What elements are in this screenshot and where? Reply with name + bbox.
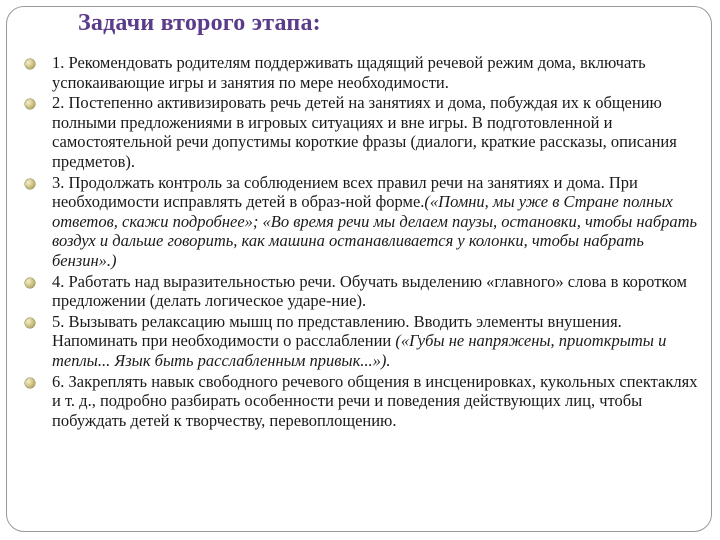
bullet-marker-icon: [25, 378, 35, 388]
bullet-text: 6. Закреплять навык свободного речевого общения в инсценировках, кукольных спектаклях и т. д., подробно разбирать особенности речи и поведения действующих лиц, чтобы побуждать детей к творчеству, перевоплощению.: [52, 371, 698, 430]
slide-title: Задачи второго этапа:: [78, 10, 321, 36]
bullet-marker-icon: [25, 59, 35, 69]
bullet-item: [20, 272, 704, 311]
bullet-marker-icon: [25, 99, 35, 109]
bullet-item: [20, 53, 704, 92]
bullet-item: [20, 173, 704, 271]
bullet-text: 4. Работать над выразительностью речи. Обучать выделению «главного» слова в коротком предложении (делать логическое ударе-ние).: [52, 271, 687, 311]
bullet-item: [20, 372, 704, 431]
bullet-item: [20, 312, 704, 371]
bullet-text: 5. Вызывать релаксацию мышц по представлению. Вводить элементы внушения. Напоминать при необходимости о расслаблении: [52, 311, 622, 351]
bullet-marker-icon: [25, 318, 35, 328]
bullet-italic-text: («Помни, мы уже в Стране полных ответов, скажи подробнее»; «Во время речи мы делаем паузы, остановки, чтобы набрать воздух и дальше говорить, как машина останавливается у колонки, чтобы набрать бензин».): [52, 192, 698, 270]
bullet-marker-icon: [25, 179, 35, 189]
bullet-text: 3. Продолжать контроль за соблюдением всех правил речи на занятиях и дома. При необходимости исправлять детей в образ-ной форме.: [52, 172, 638, 212]
bullet-italic-text: («Губы не напряжены, приоткрыты и теплы... Язык быть расслабленным привык...»).: [52, 331, 667, 370]
bullet-list: [20, 53, 704, 431]
bullet-marker-icon: [25, 278, 35, 288]
bullet-text: 2. Постепенно активизировать речь детей на занятиях и дома, побуждая их к общению полными предложениями в игровых ситуациях и вне игры. В подготовленной и самостоятельной речи допустимы короткие фразы (диалоги, краткие рассказы, описания предметов).: [52, 93, 677, 171]
bullet-text: 1. Рекомендовать родителям поддерживать щадящий речевой режим дома, включать успокаивающие игры и занятия по мере необходимости.: [52, 53, 646, 92]
bullet-item: [20, 93, 704, 171]
